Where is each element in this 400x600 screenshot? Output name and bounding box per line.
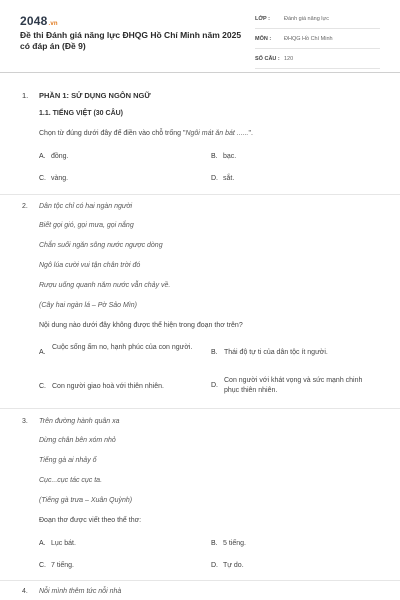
meta-value-class: Đánh giá năng lực [284, 16, 329, 22]
option-label: D. [211, 562, 218, 569]
meta-key-count: SỐ CÂU : [255, 56, 280, 62]
question-divider [0, 580, 400, 581]
meta-row-subject [255, 33, 380, 49]
q4-number: 4. [22, 588, 28, 595]
option-label: B. [211, 153, 218, 160]
q2-poem-line: Dân tộc chỉ có hai ngàn người [39, 203, 133, 210]
option-text: sắt. [223, 175, 235, 182]
meta-value-count: 120 [284, 56, 294, 62]
option-text: Thái độ tự ti của dân tộc ít người. [224, 349, 328, 356]
option-text: 7 tiếng. [51, 562, 74, 569]
option-label: B. [211, 540, 218, 547]
option-text: đồng. [51, 153, 69, 160]
option-text: Cuộc sống ấm no, hạnh phúc của con người. [52, 344, 193, 351]
site-logo[interactable] [20, 14, 58, 28]
q1-prompt-italic: Ngôi mát ăn bát ...... [185, 130, 249, 137]
q1-option-d[interactable] [211, 175, 234, 182]
q2-poem-line: Ngô lúa cười vui tận chân trời đó [39, 262, 141, 269]
option-text: Tự do. [223, 562, 244, 569]
option-label: D. [211, 382, 218, 389]
option-label: C. [39, 383, 46, 390]
meta-value-subject: ĐHQG Hồ Chí Minh [284, 36, 333, 42]
question-divider [0, 408, 400, 409]
option-label: A. [39, 349, 46, 356]
q2-poem-line: Biết gọi gió, gọi mưa, gọi nắng [39, 222, 134, 229]
q3-option-a[interactable] [39, 540, 76, 547]
q3-question: Đoạn thơ được viết theo thể thơ: [39, 517, 142, 524]
logo-text: 2048 [20, 14, 48, 28]
option-text: bạc. [223, 153, 237, 160]
meta-row-count [255, 53, 380, 69]
q1-prompt [39, 130, 253, 137]
q3-source: (Tiếng gà trưa – Xuân Quỳnh) [39, 497, 133, 504]
q2-question: Nội dung nào dưới đây không được thể hiện trong đoạn thơ trên? [39, 322, 243, 329]
q2-poem-line: Chắn suối ngăn sông nước ngược dòng [39, 242, 163, 249]
q1-option-a[interactable] [39, 153, 69, 160]
option-label: A. [39, 540, 46, 547]
option-label: C. [39, 175, 46, 182]
q1-prompt-prefix: Chọn từ đúng dưới đây để điền vào chỗ trống " [39, 130, 186, 137]
q3-poem-line: Cục...cục tác cục ta. [39, 477, 103, 484]
meta-row-class [255, 13, 380, 29]
q4-poem-line: Nỗi mình thêm tức nỗi nhà [39, 588, 122, 595]
part-title: PHẦN 1: SỬ DỤNG NGÔN NGỮ [39, 91, 151, 100]
q2-poem-line: Rượu uống quanh năm nước vẫn chảy về. [39, 282, 171, 289]
q3-option-b[interactable] [211, 540, 246, 547]
header-divider [0, 72, 400, 73]
question-divider [0, 194, 400, 195]
option-text: Con người với khát vọng và sức mạnh chinh phục thiên nhiên. [224, 377, 363, 394]
q3-option-d[interactable] [211, 562, 244, 569]
logo-suffix: .vn [48, 21, 58, 27]
q3-poem-line: Trên đường hành quân xa [39, 418, 120, 425]
section-heading: 1.1. TIẾNG VIỆT (30 CÂU) [39, 110, 124, 117]
meta-key-subject: MÔN : [255, 36, 272, 42]
q1-prompt-suffix: ". [248, 130, 253, 137]
q2-number: 2. [22, 203, 28, 210]
option-label: A. [39, 153, 46, 160]
meta-box [255, 13, 380, 73]
q3-number: 3. [22, 418, 28, 425]
option-text: vàng. [51, 175, 69, 182]
q3-poem-line: Tiếng gà ai nhảy ổ [39, 457, 97, 464]
meta-key-class: LỚP : [255, 16, 270, 22]
option-text: Lục bát. [51, 540, 76, 547]
option-label: D. [211, 175, 218, 182]
q1-option-c[interactable] [39, 175, 68, 182]
option-text: Con người giao hoà với thiên nhiên. [52, 383, 164, 390]
part-heading [22, 91, 151, 100]
part-number: 1. [22, 91, 29, 100]
q3-poem-line: Dừng chân bên xóm nhỏ [39, 437, 116, 444]
option-text: 5 tiếng. [223, 540, 246, 547]
option-label: C. [39, 562, 46, 569]
document-title: Đề thi Đánh giá năng lực ĐHQG Hồ Chí Minh năm 2025 có đáp án (Đề 9) [20, 30, 242, 51]
q3-option-c[interactable] [39, 562, 74, 569]
q2-source: (Cây hai ngàn lá – Pờ Sảo Mìn) [39, 302, 138, 309]
q1-option-b[interactable] [211, 153, 236, 160]
document-header [0, 0, 400, 70]
option-label: B. [211, 349, 218, 356]
